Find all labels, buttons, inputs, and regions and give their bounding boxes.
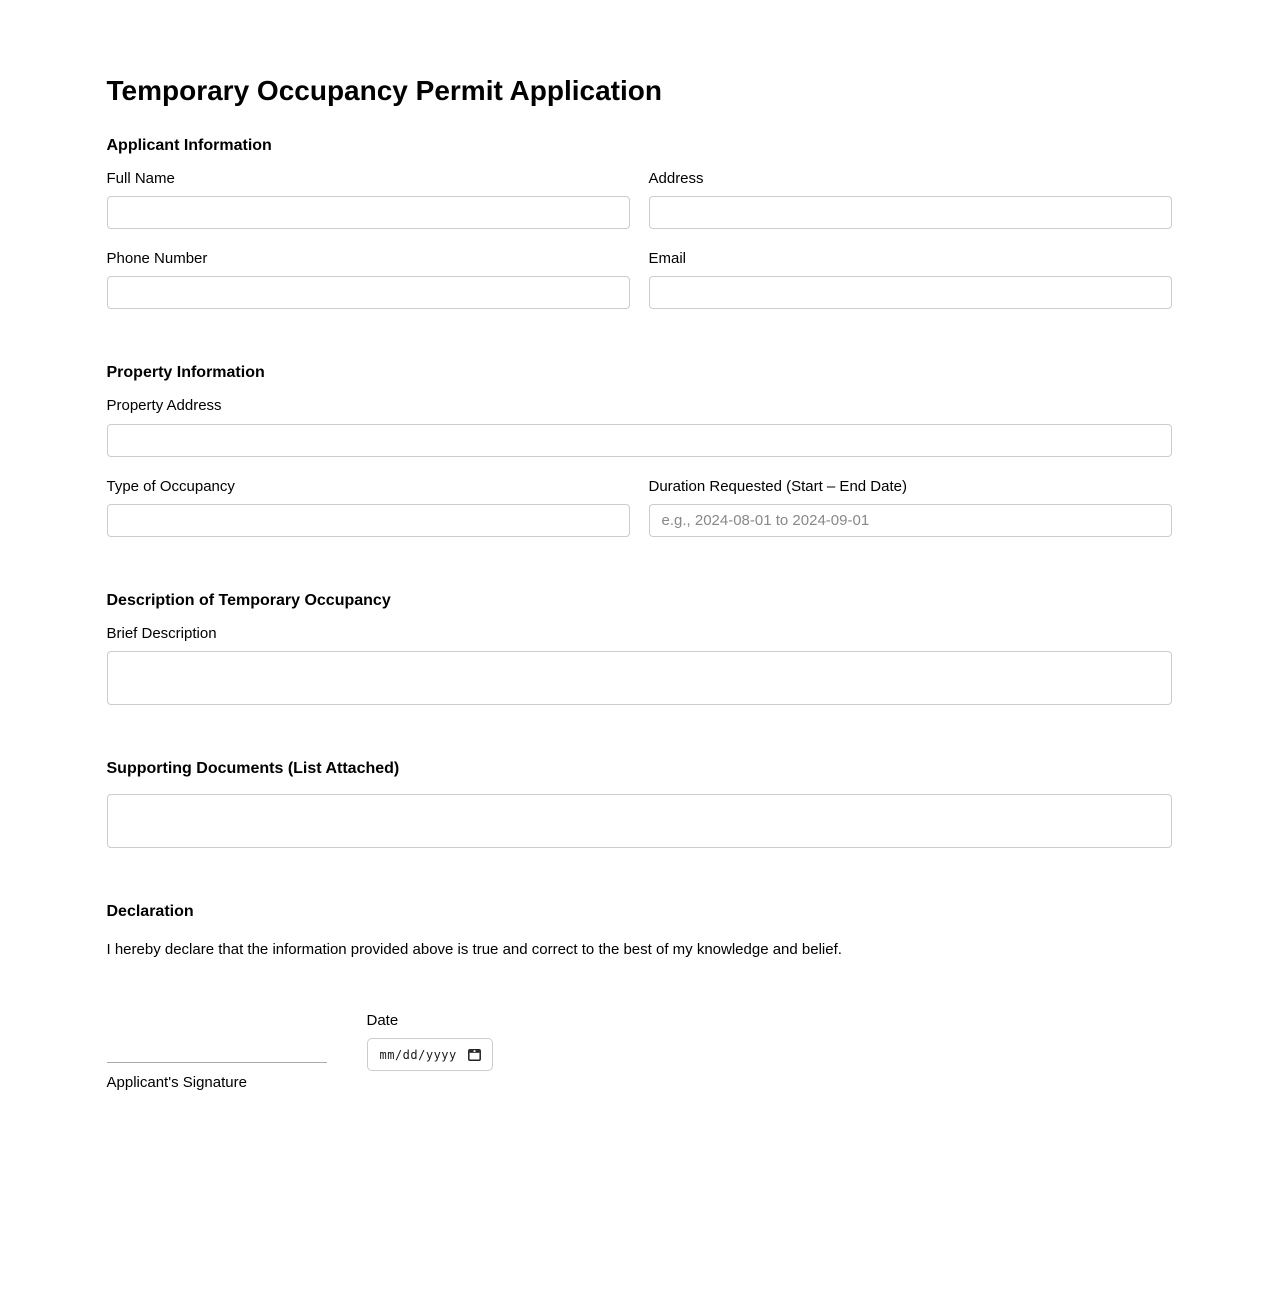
section-property-information	[107, 363, 1172, 537]
section-declaration	[107, 902, 1172, 960]
address-label: Address	[648, 169, 704, 187]
email-input[interactable]	[649, 276, 1172, 309]
full-name-input[interactable]	[107, 196, 630, 229]
property-address-input[interactable]	[107, 424, 1172, 457]
email-label: Email	[648, 250, 687, 268]
description-heading: Description of Temporary Occupancy	[106, 591, 391, 609]
full-name-label: Full Name	[106, 169, 175, 187]
applicant-signature-label: Applicant's Signature	[106, 1074, 247, 1092]
declaration-text: I hereby declare that the information provided above is true and correct to the best of my knowledge and belief.	[106, 940, 842, 958]
supporting-documents-textarea[interactable]	[107, 794, 1172, 848]
page-title: Temporary Occupancy Permit Application	[106, 75, 662, 106]
duration-requested-field	[649, 478, 1172, 537]
date-label: Date	[366, 1012, 399, 1030]
property-information-heading: Property Information	[106, 364, 265, 382]
address-input[interactable]	[649, 196, 1172, 229]
phone-number-field	[107, 250, 630, 309]
section-applicant-information	[107, 136, 1172, 310]
duration-requested-input[interactable]	[649, 504, 1172, 537]
occupancy-type-input[interactable]	[107, 504, 630, 537]
email-field	[649, 250, 1172, 309]
form-container	[107, 0, 1172, 1211]
property-address-field	[107, 397, 1172, 456]
address-field	[649, 170, 1172, 229]
calendar-icon[interactable]	[467, 1047, 482, 1062]
date-block	[367, 1012, 493, 1071]
signature-date-row	[107, 1012, 1172, 1211]
brief-description-field	[107, 625, 1172, 705]
duration-requested-label: Duration Requested (Start – End Date)	[648, 477, 907, 495]
property-address-label: Property Address	[106, 397, 222, 415]
brief-description-textarea[interactable]	[107, 651, 1172, 705]
property-fields-grid	[107, 478, 1172, 537]
applicant-fields-grid	[107, 170, 1172, 310]
applicant-information-heading: Applicant Information	[106, 136, 272, 154]
occupancy-type-label: Type of Occupancy	[106, 477, 235, 495]
date-placeholder-text: mm/dd/yyyy	[379, 1047, 457, 1062]
section-description	[107, 591, 1172, 705]
date-input[interactable]	[367, 1038, 493, 1071]
phone-number-input[interactable]	[107, 276, 630, 309]
full-name-field	[107, 170, 630, 229]
phone-number-label: Phone Number	[106, 250, 208, 268]
declaration-heading: Declaration	[106, 902, 194, 920]
occupancy-type-field	[107, 478, 630, 537]
supporting-documents-heading: Supporting Documents (List Attached)	[106, 760, 400, 778]
signature-line	[107, 1062, 327, 1063]
signature-space	[107, 1012, 327, 1062]
signature-block	[107, 1012, 327, 1091]
section-supporting-documents	[107, 759, 1172, 847]
brief-description-label: Brief Description	[106, 625, 217, 643]
